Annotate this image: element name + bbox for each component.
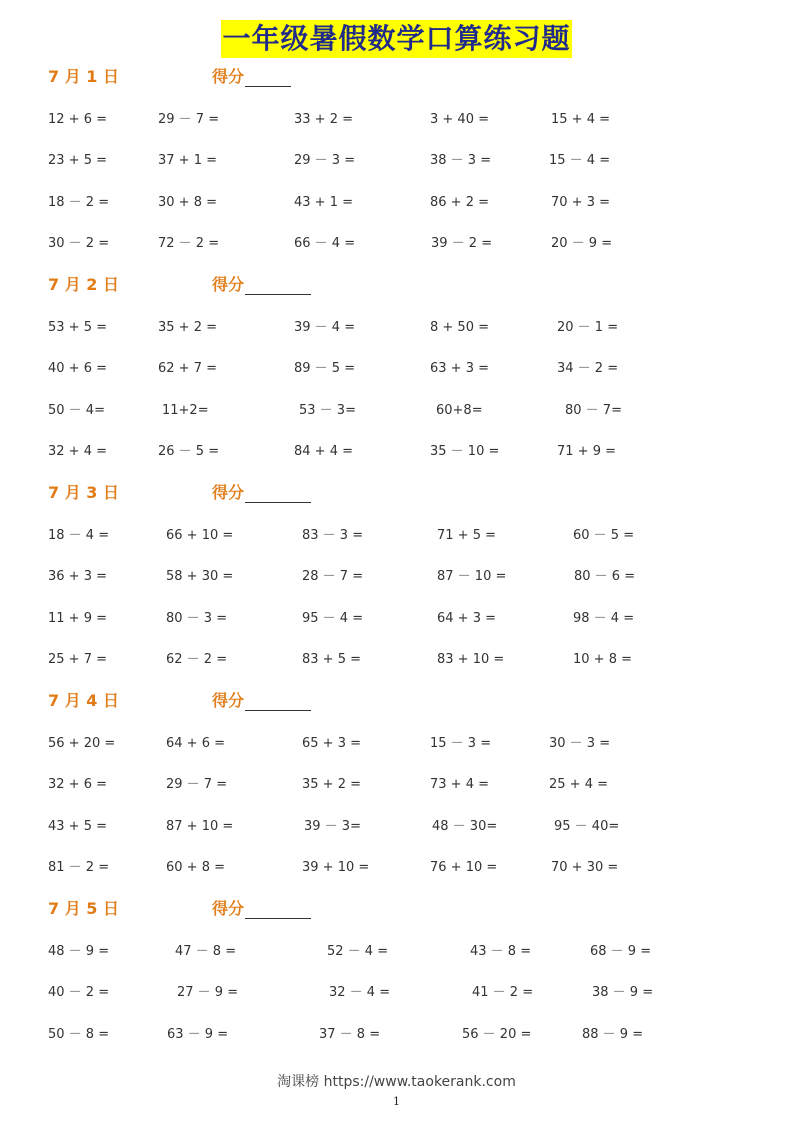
problem: 98 － 4 =	[573, 611, 635, 626]
problem: 68 － 9 =	[590, 944, 652, 959]
problem: 47 － 8 =	[175, 944, 237, 959]
problem: 63 + 3 =	[430, 361, 489, 376]
problem: 33 + 2 =	[294, 112, 353, 127]
problem: 87 － 10 =	[437, 569, 507, 584]
score-label-text: 得分	[212, 691, 245, 710]
problem: 43 － 8 =	[470, 944, 532, 959]
problem: 83 － 3 =	[302, 528, 364, 543]
problem: 62 + 7 =	[158, 361, 217, 376]
section-day-1	[0, 67, 793, 277]
problem: 71 + 5 =	[437, 528, 496, 543]
problem: 80 － 3 =	[166, 611, 228, 626]
problem: 35 － 10 =	[430, 444, 500, 459]
problem: 64 + 6 =	[166, 736, 225, 751]
section-day-2	[0, 275, 793, 485]
problem: 84 + 4 =	[294, 444, 353, 459]
score-blank-line[interactable]	[245, 68, 291, 87]
problem: 60+8=	[436, 403, 483, 418]
problem: 39 － 4 =	[294, 320, 356, 335]
problem: 39 + 10 =	[302, 860, 370, 875]
problem: 62 － 2 =	[166, 652, 228, 667]
problem: 64 + 3 =	[437, 611, 496, 626]
problem: 29 － 3 =	[294, 153, 356, 168]
section-day-3	[0, 483, 793, 693]
problem: 95 － 40=	[554, 819, 620, 834]
problem: 39 － 2 =	[431, 236, 493, 251]
problem: 30 － 3 =	[549, 736, 611, 751]
score-label-text: 得分	[212, 67, 245, 86]
score-label-text: 得分	[212, 899, 245, 918]
problem: 35 + 2 =	[158, 320, 217, 335]
problem: 25 + 7 =	[48, 652, 107, 667]
problem: 60 － 5 =	[573, 528, 635, 543]
score-label-text: 得分	[212, 275, 245, 294]
score-label	[212, 899, 311, 919]
problem: 10 + 8 =	[573, 652, 632, 667]
problem: 29 － 7 =	[158, 112, 220, 127]
problem: 56 － 20 =	[462, 1027, 532, 1042]
problem: 11+2=	[162, 403, 209, 418]
problem: 18 － 4 =	[48, 528, 110, 543]
problem: 43 + 1 =	[294, 195, 353, 210]
problem: 3 + 40 =	[430, 112, 489, 127]
problem: 18 － 2 =	[48, 195, 110, 210]
problem: 48 － 9 =	[48, 944, 110, 959]
problem: 81 － 2 =	[48, 860, 110, 875]
section-day-4	[0, 691, 793, 901]
problem: 25 + 4 =	[549, 777, 608, 792]
problem: 70 + 3 =	[551, 195, 610, 210]
score-label	[212, 275, 311, 295]
problem: 20 － 1 =	[557, 320, 619, 335]
problem: 88 － 9 =	[582, 1027, 644, 1042]
problem: 38 － 9 =	[592, 985, 654, 1000]
score-blank-line[interactable]	[245, 276, 311, 295]
problem: 38 － 3 =	[430, 153, 492, 168]
problem: 37 － 8 =	[319, 1027, 381, 1042]
problem: 80 － 6 =	[574, 569, 636, 584]
problem: 15 － 4 =	[549, 153, 611, 168]
problem: 41 － 2 =	[472, 985, 534, 1000]
problem: 30 + 8 =	[158, 195, 217, 210]
problem: 23 + 5 =	[48, 153, 107, 168]
problem: 71 + 9 =	[557, 444, 616, 459]
problem: 56 + 20 =	[48, 736, 116, 751]
score-blank-line[interactable]	[245, 484, 311, 503]
problem: 15 － 3 =	[430, 736, 492, 751]
problem: 66 － 4 =	[294, 236, 356, 251]
problem: 36 + 3 =	[48, 569, 107, 584]
section-date: 7 月 2 日	[48, 275, 119, 294]
problem: 52 － 4 =	[327, 944, 389, 959]
problem: 83 + 5 =	[302, 652, 361, 667]
problem: 40 + 6 =	[48, 361, 107, 376]
problem: 30 － 2 =	[48, 236, 110, 251]
problem: 50 － 8 =	[48, 1027, 110, 1042]
problem: 11 + 9 =	[48, 611, 107, 626]
problem: 15 + 4 =	[551, 112, 610, 127]
problem: 8 + 50 =	[430, 320, 489, 335]
problem: 34 － 2 =	[557, 361, 619, 376]
problem: 53 － 3=	[299, 403, 356, 418]
problem: 48 － 30=	[432, 819, 498, 834]
score-label-text: 得分	[212, 483, 245, 502]
problem: 60 + 8 =	[166, 860, 225, 875]
problem: 58 + 30 =	[166, 569, 234, 584]
score-label	[212, 691, 311, 711]
problem: 63 － 9 =	[167, 1027, 229, 1042]
footer-watermark: 淘课榜 https://www.taokerank.com	[277, 1074, 516, 1090]
problem: 53 + 5 =	[48, 320, 107, 335]
score-label	[212, 483, 311, 503]
problem: 73 + 4 =	[430, 777, 489, 792]
problem: 40 － 2 =	[48, 985, 110, 1000]
problem: 50 － 4=	[48, 403, 105, 418]
problem: 89 － 5 =	[294, 361, 356, 376]
problem: 76 + 10 =	[430, 860, 498, 875]
score-blank-line[interactable]	[245, 900, 311, 919]
problem: 65 + 3 =	[302, 736, 361, 751]
section-date: 7 月 5 日	[48, 899, 119, 918]
score-blank-line[interactable]	[245, 692, 311, 711]
problem: 66 + 10 =	[166, 528, 234, 543]
problem: 20 － 9 =	[551, 236, 613, 251]
problem: 80 － 7=	[565, 403, 622, 418]
problem: 32 + 4 =	[48, 444, 107, 459]
problem: 35 + 2 =	[302, 777, 361, 792]
problem: 27 － 9 =	[177, 985, 239, 1000]
problem: 95 － 4 =	[302, 611, 364, 626]
problem: 43 + 5 =	[48, 819, 107, 834]
problem: 32 － 4 =	[329, 985, 391, 1000]
problem: 28 － 7 =	[302, 569, 364, 584]
problem: 32 + 6 =	[48, 777, 107, 792]
score-label	[212, 67, 291, 87]
problem: 72 － 2 =	[158, 236, 220, 251]
problem: 39 － 3=	[304, 819, 361, 834]
problem: 26 － 5 =	[158, 444, 220, 459]
problem: 70 + 30 =	[551, 860, 619, 875]
problem: 86 + 2 =	[430, 195, 489, 210]
problem: 37 + 1 =	[158, 153, 217, 168]
section-date: 7 月 1 日	[48, 67, 119, 86]
problem: 83 + 10 =	[437, 652, 505, 667]
section-date: 7 月 4 日	[48, 691, 119, 710]
page-number: 1	[393, 1095, 400, 1108]
problem: 12 + 6 =	[48, 112, 107, 127]
problem: 87 + 10 =	[166, 819, 234, 834]
problem: 29 － 7 =	[166, 777, 228, 792]
section-date: 7 月 3 日	[48, 483, 119, 502]
page-title: 一年级暑假数学口算练习题	[221, 20, 572, 58]
